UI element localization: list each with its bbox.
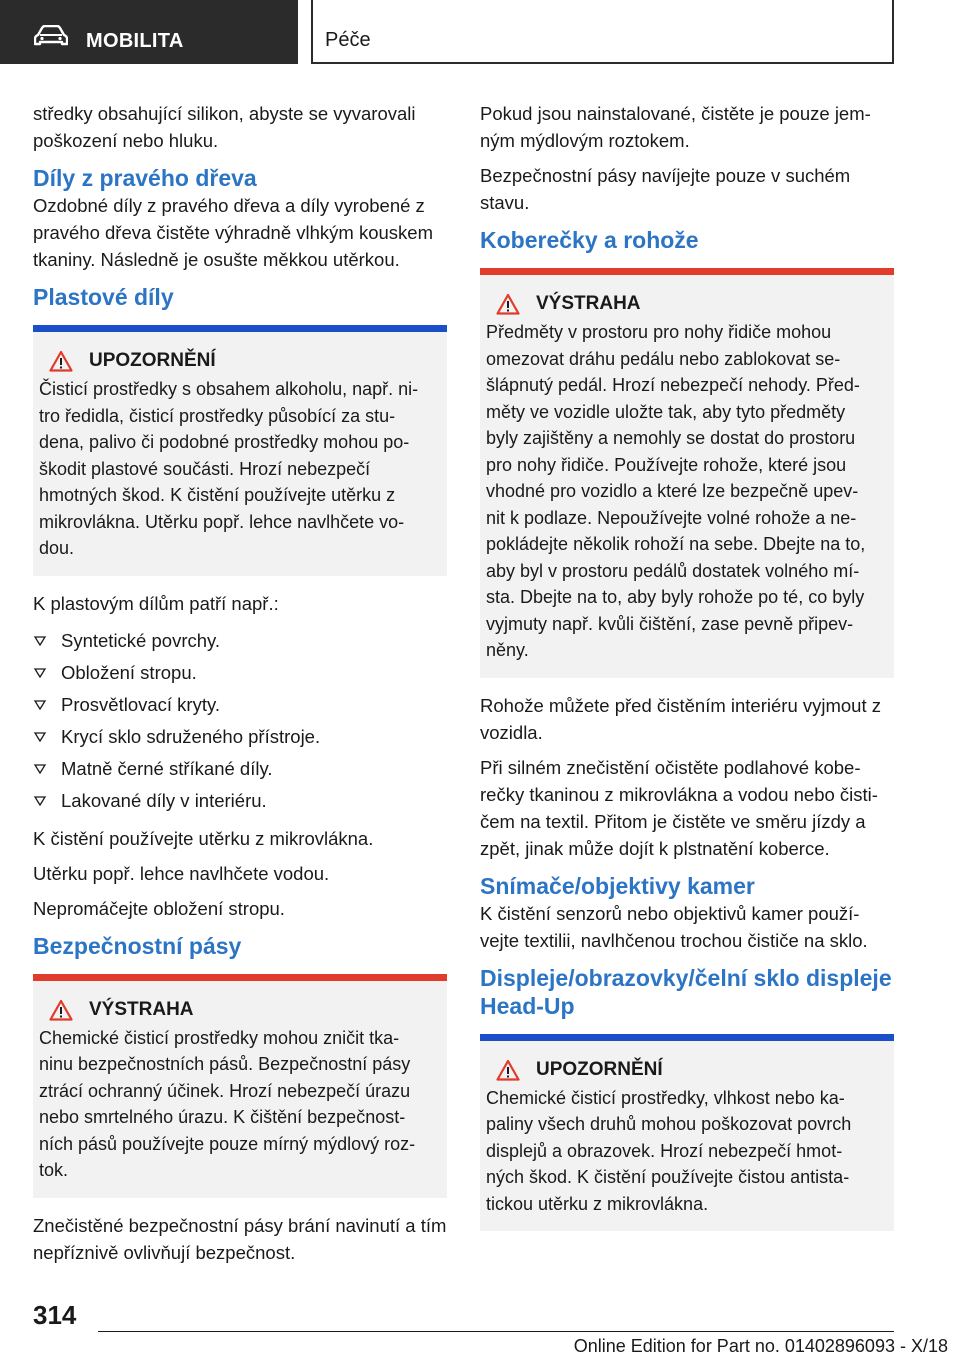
section-title: MOBILITA bbox=[86, 30, 184, 52]
list-item: Prosvětlovací kryty. bbox=[33, 689, 447, 721]
box-line: pro nohy řidiče. Používejte rohože, které jsou bbox=[486, 454, 847, 475]
warning-box-belts bbox=[33, 974, 447, 1198]
list-item: Krycí sklo sdruženého přístroje. bbox=[33, 721, 447, 753]
box-line: ztrácí ochranný účinek. Hrozí nebezpečí úrazu bbox=[39, 1080, 411, 1101]
car-icon bbox=[34, 25, 68, 47]
list-item: Syntetické povrchy. bbox=[33, 625, 447, 657]
warning-triangle-icon bbox=[49, 999, 73, 1021]
box-line: aby byl v prostoru pedálů dostatek volného mí- bbox=[486, 560, 860, 581]
subsection-title: Péče bbox=[325, 29, 371, 51]
box-line: displejů a obrazovek. Hrozí nebezpečí hmot- bbox=[486, 1140, 843, 1161]
box-line: hmotných škod. K čistění používejte utěrku z bbox=[39, 485, 396, 505]
box-line: něny. bbox=[486, 640, 529, 660]
box-line: Chemické čisticí prostředky, vlhkost nebo ka- bbox=[486, 1087, 845, 1108]
triangle-bullet-icon bbox=[33, 763, 47, 775]
paragraph-belts: Znečistěné bezpečnostní pásy brání navinutí a tím nepříznivě ovlivňují bezpečnost. bbox=[33, 1214, 447, 1263]
heading-sensors: Snímače/objektivy kamer bbox=[480, 872, 755, 899]
paragraph-after-1: K čistění používejte utěrku z mikrovlákna. bbox=[33, 827, 374, 849]
caution-title: UPOZORNĚNÍ bbox=[89, 350, 216, 371]
box-line: byly zajištěny a nemohly se dostat do prostoru bbox=[486, 428, 856, 448]
box-line: paliny všech druhů mohou poškozovat povrch bbox=[486, 1114, 852, 1134]
box-line: omezovat dráhu pedálu nebo zablokovat se- bbox=[486, 348, 841, 369]
page-number: 314 bbox=[33, 1300, 77, 1330]
list-item: Obložení stropu. bbox=[33, 657, 447, 689]
heading-plastic: Plastové díly bbox=[33, 284, 174, 310]
section-tab bbox=[0, 0, 298, 64]
triangle-bullet-icon bbox=[33, 699, 47, 711]
box-line: dena, palivo či podobné prostředky mohou po- bbox=[39, 432, 410, 452]
plastic-parts-list bbox=[33, 625, 447, 817]
triangle-bullet-icon bbox=[33, 635, 47, 647]
box-line: tro ředidla, čisticí prostředky působící za stu- bbox=[39, 405, 396, 426]
warning-triangle-icon bbox=[49, 350, 73, 372]
box-line: sta. Dbejte na to, aby byly rohože po té, co byly bbox=[486, 587, 865, 607]
box-line: ných škod. K čistění používejte čistou antista- bbox=[486, 1167, 850, 1187]
paragraph-dry: Bezpečnostní pásy navíjejte pouze v suchém stavu. bbox=[480, 165, 851, 213]
box-line: Chemické čisticí prostředky mohou zničit tka- bbox=[39, 1027, 400, 1048]
box-line: Čisticí prostředky s obsahem alkoholu, např. ni- bbox=[39, 379, 419, 399]
box-line: dou. bbox=[39, 538, 75, 558]
heading-wood: Díly z pravého dřeva bbox=[33, 165, 257, 191]
paragraph-remove-mats: Rohože můžete před čistěním interiéru vyjmout z vozidla. bbox=[480, 694, 882, 743]
paragraph-wood: Ozdobné díly z pravého dřeva a díly vyrobené z pravého dřeva čistěte výhradně vlhkým kouskem tkaniny. Následně je osušte měkkou utěrkou. bbox=[33, 195, 433, 270]
caution-title: UPOZORNĚNÍ bbox=[536, 1058, 663, 1080]
left-column bbox=[33, 100, 447, 1274]
triangle-bullet-icon bbox=[33, 795, 47, 807]
box-line: pokládejte několik rohoží na sebe. Dbejte na to, bbox=[486, 534, 866, 554]
warning-triangle-icon bbox=[496, 293, 520, 315]
caution-box-plastic bbox=[33, 325, 447, 576]
warning-triangle-icon bbox=[496, 1059, 520, 1081]
box-line: tok. bbox=[39, 1160, 69, 1180]
box-line: mikrovlákna. Utěrku popř. lehce navlhčete vo- bbox=[39, 511, 405, 532]
box-line: měty ve vozidle uložte tak, aby tyto předměty bbox=[486, 401, 846, 422]
box-line: nit k podlaze. Nepoužívejte volné rohože a ne- bbox=[486, 507, 857, 528]
triangle-bullet-icon bbox=[33, 731, 47, 743]
box-line: nebo smrtelného úrazu. K čištění bezpečnost- bbox=[39, 1107, 406, 1127]
list-item: Matně černé stříkané díly. bbox=[33, 753, 447, 785]
paragraph-carpet: Při silném znečistění očistěte podlahové kobe- rečky tkaninou z mikrovlákna a vodou nebo čisti- čem na textil. Přitom je čistěte ve směru jízdy a zpět, jinak může dojít k plstnatění koberce. bbox=[480, 756, 878, 859]
paragraph-intro: středky obsahující silikon, abyste se vyvarovali poškození nebo hluku. bbox=[33, 103, 416, 151]
heading-belts: Bezpečnostní pásy bbox=[33, 932, 242, 959]
box-line: ninu bezpečnostních pásů. Bezpečnostní pásy bbox=[39, 1054, 411, 1074]
box-line: tickou utěrku z mikrovlákna. bbox=[486, 1193, 709, 1214]
box-line: vyjmuty např. kvůli čištění, zase pevně připev- bbox=[486, 613, 854, 634]
paragraph-list-intro: K plastovým dílům patří např.: bbox=[33, 592, 279, 614]
warning-title: VÝSTRAHA bbox=[536, 293, 641, 314]
right-column bbox=[480, 100, 894, 1245]
box-line: škodit plastové součásti. Hrozí nebezpečí bbox=[39, 458, 371, 479]
paragraph-after-2: Utěrku popř. lehce navlhčete vodou. bbox=[33, 862, 330, 884]
box-line: Předměty v prostoru pro nohy řidiče mohou bbox=[486, 322, 832, 342]
warning-box-mats bbox=[480, 268, 894, 678]
paragraph-after-3: Nepromáčejte obložení stropu. bbox=[33, 897, 285, 919]
list-item: Lakované díly v interiéru. bbox=[33, 785, 447, 817]
triangle-bullet-icon bbox=[33, 667, 47, 679]
warning-title: VÝSTRAHA bbox=[89, 998, 194, 1020]
heading-displays: Displeje/obrazovky/čelní sklo displeje Head-Up bbox=[480, 964, 892, 1019]
heading-mats: Koberečky a rohože bbox=[480, 227, 699, 253]
footer-divider bbox=[98, 1331, 894, 1332]
edition-note: Online Edition for Part no. 01402896093 - X/18 bbox=[573, 1336, 948, 1356]
box-line: ních pásů používejte pouze mírný mýdlový roz- bbox=[39, 1133, 416, 1154]
paragraph-sensors: K čistění senzorů nebo objektivů kamer použí- vejte textilii, navlhčenou trochou čističe na sklo. bbox=[480, 902, 868, 951]
paragraph-soap: Pokud jsou nainstalované, čistěte je pouze jem- ným mýdlovým roztokem. bbox=[480, 103, 871, 151]
caution-box-displays bbox=[480, 1034, 894, 1232]
box-line: šlápnutý pedál. Hrozí nebezpečí nehody. Před- bbox=[486, 375, 860, 395]
subsection-header bbox=[311, 0, 894, 64]
box-line: vhodné pro vozidlo a které lze bezpečně upev- bbox=[486, 481, 859, 501]
